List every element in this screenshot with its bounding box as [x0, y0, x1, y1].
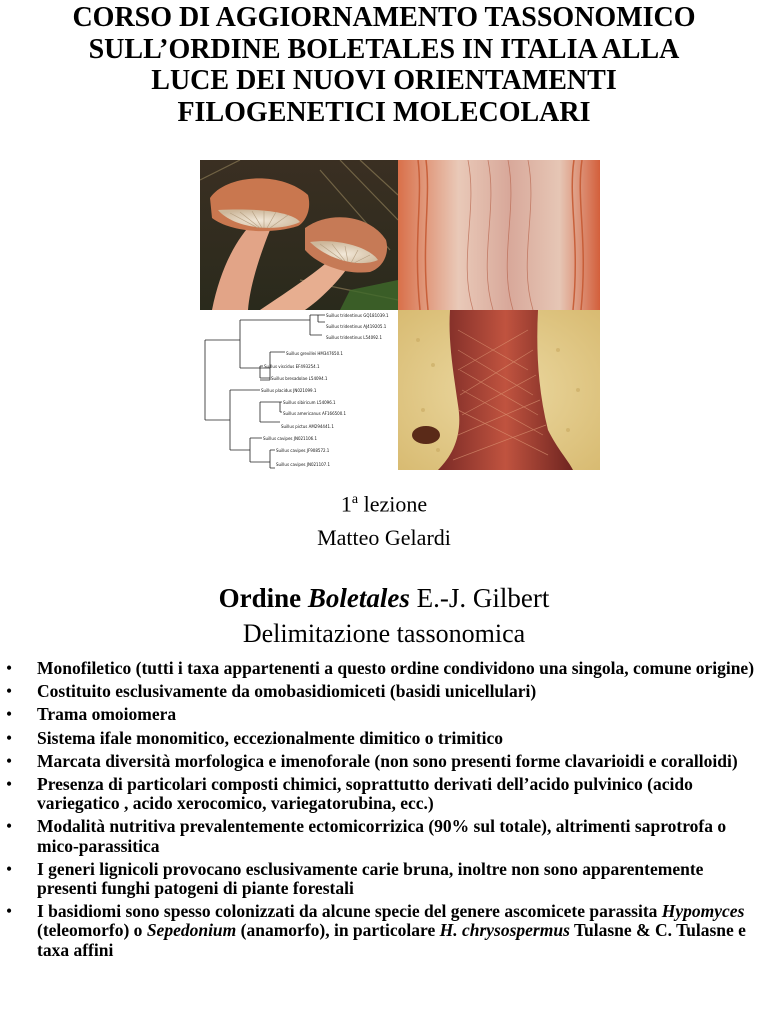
list-item	[6, 705, 762, 724]
genus-name: Sepedonium	[146, 920, 237, 941]
bullet-icon: •	[6, 858, 13, 879]
list-item	[6, 902, 762, 960]
bullet-icon: •	[6, 658, 13, 678]
tree-label: Suillus cavipes JF908572.1	[276, 448, 330, 453]
title-line: LUCE DEI NUOVI ORIENTAMENTI	[151, 65, 617, 96]
tree-label: Suillus grevillei HM347650.1	[286, 351, 343, 356]
mushroom-photo	[200, 160, 398, 310]
section-taxon: Boletales	[307, 583, 410, 613]
tree-label: Suillus americanus AF166500.1	[283, 411, 347, 416]
tree-label: Suillus placidus JN021099.1	[261, 388, 317, 393]
list-item-text: I generi lignicoli provocano esclusivamente carie bruna, inoltre non sono apparentemente presenti funghi patogeni di piante forestali	[37, 858, 704, 899]
bullet-icon: •	[6, 816, 13, 837]
section-prefix: Ordine	[218, 583, 308, 613]
list-item-text: Marcata diversità morfologica e imenoforale (non sono presenti forme clavarioidi e coralloidi)	[37, 750, 738, 771]
list-item-text: Monofiletico (tutti i taxa appartenenti a questo ordine condividono una singola, comune origine)	[37, 658, 755, 678]
tree-label: Suillus tridentinus AJ419205.1	[326, 324, 387, 329]
list-item	[6, 682, 762, 701]
phylogenetic-tree	[200, 310, 398, 470]
list-item-text: Modalità nutritiva prevalentemente ectomicorrizica (90% sul totale), altrimenti saprotrofa o mico-parassitica	[37, 816, 727, 856]
bullet-icon: •	[6, 727, 13, 748]
author-name: Matteo Gelardi	[317, 525, 451, 550]
tree-label: Suillus bresadolae L54094.1	[271, 376, 328, 381]
lecture-number	[0, 487, 768, 517]
title-line: FILOGENETICI MOLECOLARI	[177, 96, 591, 128]
text-run: (anamorfo), in particolare	[236, 920, 440, 941]
list-item	[6, 659, 762, 678]
text-run: I basidiomi sono spesso colonizzati da alcune specie del genere ascomicete parassita	[37, 901, 662, 922]
list-item	[6, 860, 762, 898]
tree-label: Suillus pictus AM294441.1	[281, 424, 334, 429]
lecture-word: lezione	[358, 491, 428, 517]
image-collage	[200, 160, 600, 470]
page-title	[20, 2, 748, 128]
bullet-icon: •	[6, 901, 13, 922]
genus-name: Hypomyces	[661, 901, 745, 922]
text-run: Tulasne & C. Tulasne e taxa affini	[37, 920, 746, 960]
list-item	[6, 752, 762, 771]
list-item-text: Sistema ifale monomitico, eccezionalmente dimitico o trimitico	[37, 727, 504, 748]
bullet-icon: •	[6, 750, 13, 771]
tree-label: Suillus tridentinus L54092.1	[326, 335, 383, 340]
list-item	[6, 817, 762, 855]
list-item-text	[37, 901, 746, 959]
characteristics-list	[6, 659, 762, 963]
species-name: H. chrysospermus	[439, 920, 570, 941]
tree-label: Suillus tridentinus GQ181039.1	[326, 313, 389, 318]
tree-label: Suillus sibiricum L54096.1	[283, 400, 336, 405]
bullet-icon: •	[6, 681, 13, 702]
section-title	[0, 582, 768, 614]
section-authority: E.-J. Gilbert	[409, 583, 550, 613]
list-item	[6, 729, 762, 748]
list-item-text: Costituito esclusivamente da omobasidiomiceti (basidi unicellulari)	[37, 681, 537, 702]
list-item-text: Presenza di particolari composti chimici, soprattutto derivati dell’acido pulvinico (acido variegatico , acido xerocomico, variegatorubina, ecc.)	[37, 774, 693, 814]
bullet-icon: •	[6, 774, 13, 795]
list-item	[6, 775, 762, 813]
text-run: (teleomorfo) o	[37, 920, 147, 941]
tree-label: Suillus viscidus EF493254.1	[264, 364, 320, 369]
tree-label: Suillus cavipes JN021106.1	[263, 436, 318, 441]
bullet-icon: •	[6, 704, 13, 725]
lecture-superscript: a	[351, 492, 359, 507]
stipe-photo	[398, 310, 600, 470]
lecture-number-digit: 1	[340, 491, 352, 517]
list-item-text: Trama omoiomera	[37, 704, 177, 725]
title-line: SULL’ORDINE BOLETALES IN ITALIA ALLA	[88, 33, 680, 65]
title-line: CORSO DI AGGIORNAMENTO TASSONOMICO	[72, 2, 696, 33]
tree-label: Suillus cavipes JN021107.1	[276, 462, 331, 467]
section-subtitle: Delimitazione tassonomica	[242, 619, 526, 648]
microscopy-photo	[398, 160, 600, 310]
